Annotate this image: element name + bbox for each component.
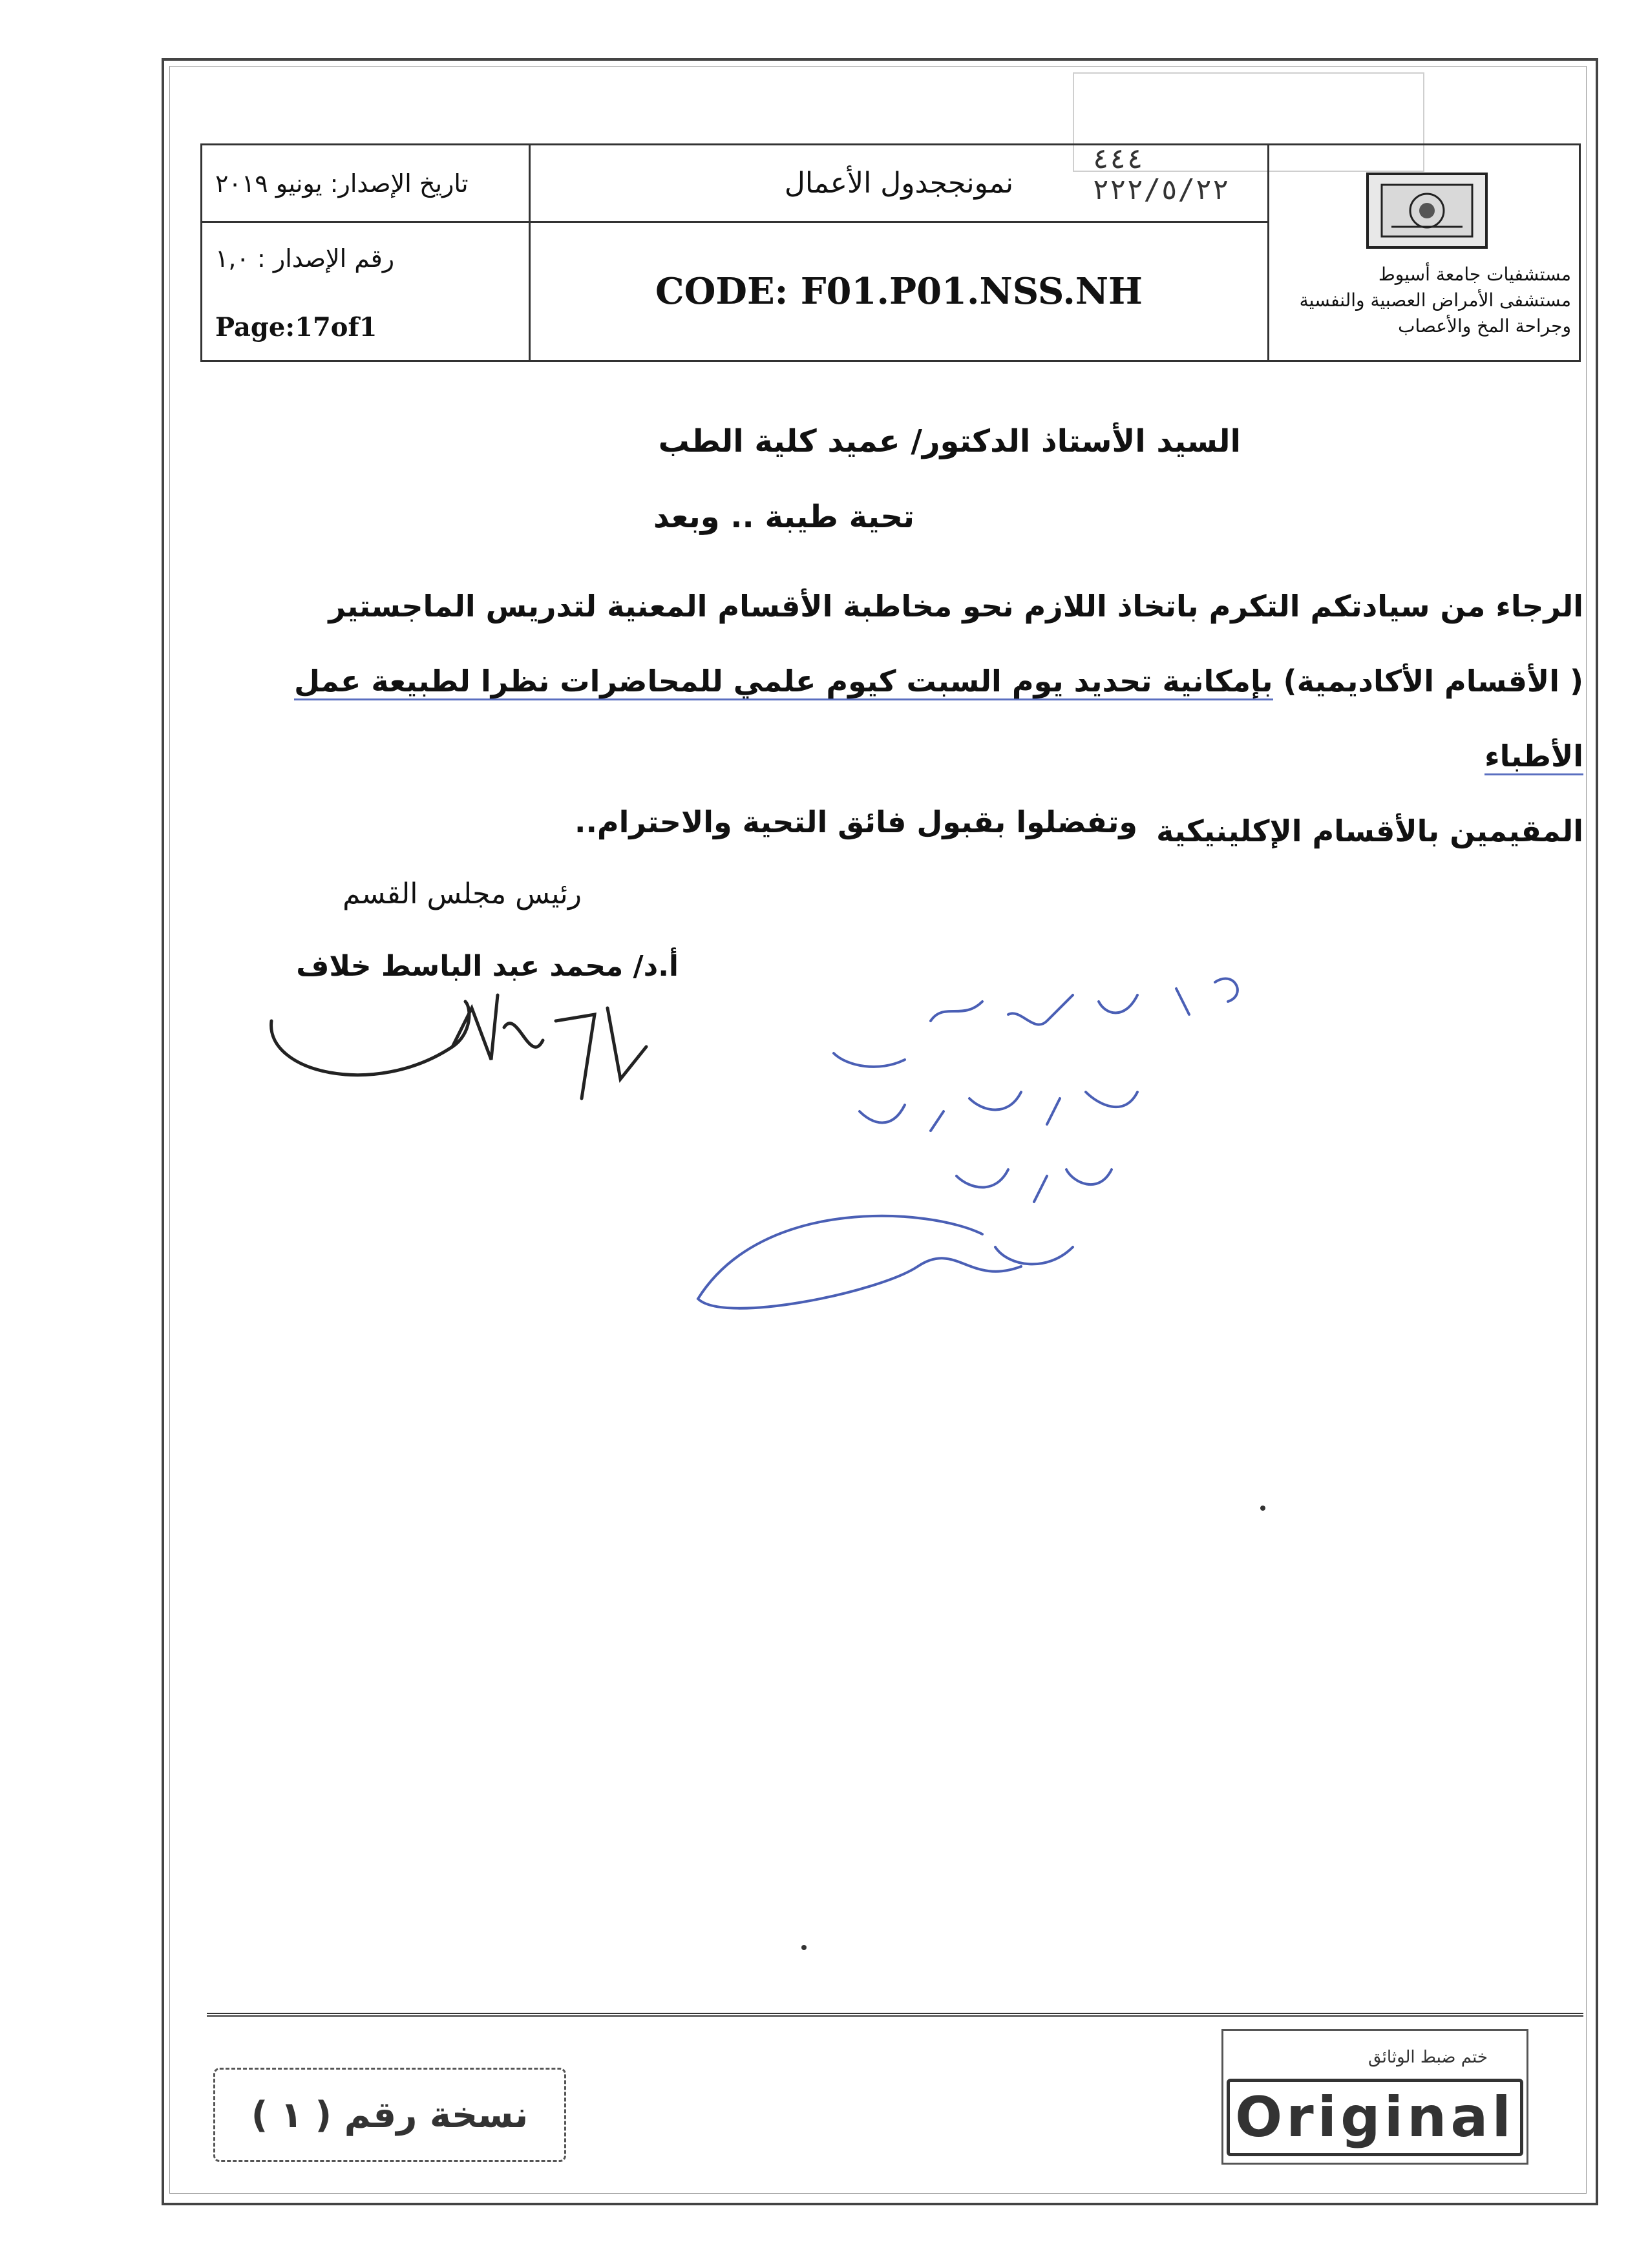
signatory-title: رئيس مجلس القسم — [343, 877, 582, 910]
organization-block — [1300, 262, 1571, 339]
version-number: رقم الإصدار : ١,٠ — [215, 244, 395, 273]
letter-closing: وتفضلوا بقبول فائق التحية والاحترام.. — [574, 804, 1137, 839]
header-meta-column — [202, 145, 531, 360]
issue-date: تاريخ الإصدار: يونيو ٢٠١٩ — [202, 145, 529, 223]
form-title: نمونججدول الأعمال — [531, 145, 1267, 223]
document-control-stamp — [1221, 2029, 1528, 2165]
document-control-caption: ختم ضبط الوثائق — [1368, 2048, 1488, 2067]
original-label: Original — [1227, 2079, 1523, 2156]
signature-scribble — [259, 969, 711, 1137]
university-logo — [1366, 173, 1488, 249]
stray-mark — [1260, 1506, 1265, 1511]
letter-greeting: تحية طيبة .. وبعد — [653, 499, 914, 535]
letter-salutation: السيد الأستاذ الدكتور/ عميد كلية الطب — [658, 423, 1241, 459]
document-header-table — [200, 143, 1581, 362]
stray-mark — [801, 1945, 807, 1950]
copy-number-stamp: نسخة رقم ( ١ ) — [213, 2068, 566, 2162]
body-line-1: الرجاء من سيادتكم التكرم باتخاذ اللازم نحو مخاطبة الأقسام المعنية لتدريس الماجستير — [328, 589, 1583, 624]
header-org-column — [1269, 145, 1579, 360]
org-line-1: مستشفيات جامعة أسيوط — [1378, 264, 1571, 285]
crest-icon — [1379, 182, 1475, 240]
page-number: Page:17of1 — [215, 311, 377, 342]
body-line-3: المقيمين بالأقسام الإكلينيكية — [1156, 814, 1583, 848]
form-code: CODE: F01.P01.NSS.NH — [655, 270, 1143, 313]
signatory-name: أ.د/ محمد عبد الباسط خلاف — [296, 950, 679, 983]
org-line-3: وجراحة المخ والأعصاب — [1398, 315, 1571, 337]
reference-number: ٤٤٤ — [1092, 142, 1144, 175]
body-line-2 — [200, 644, 1583, 793]
org-line-2: مستشفى الأمراض العصبية والنفسية — [1299, 289, 1571, 311]
footer-divider — [207, 2013, 1583, 2017]
handwritten-reference — [1092, 143, 1229, 205]
handwritten-annotation — [685, 963, 1318, 1325]
body-line-2-underlined: بإمكانية تحديد يوم السبت كيوم علمي للمحاضرات نظرا لطبيعة عمل الأطباء — [294, 664, 1583, 775]
body-line-2-prefix: ( الأقسام الأكاديمية) — [1273, 664, 1583, 698]
reference-date: ٢٢٢/٥/٢٢ — [1092, 173, 1229, 206]
